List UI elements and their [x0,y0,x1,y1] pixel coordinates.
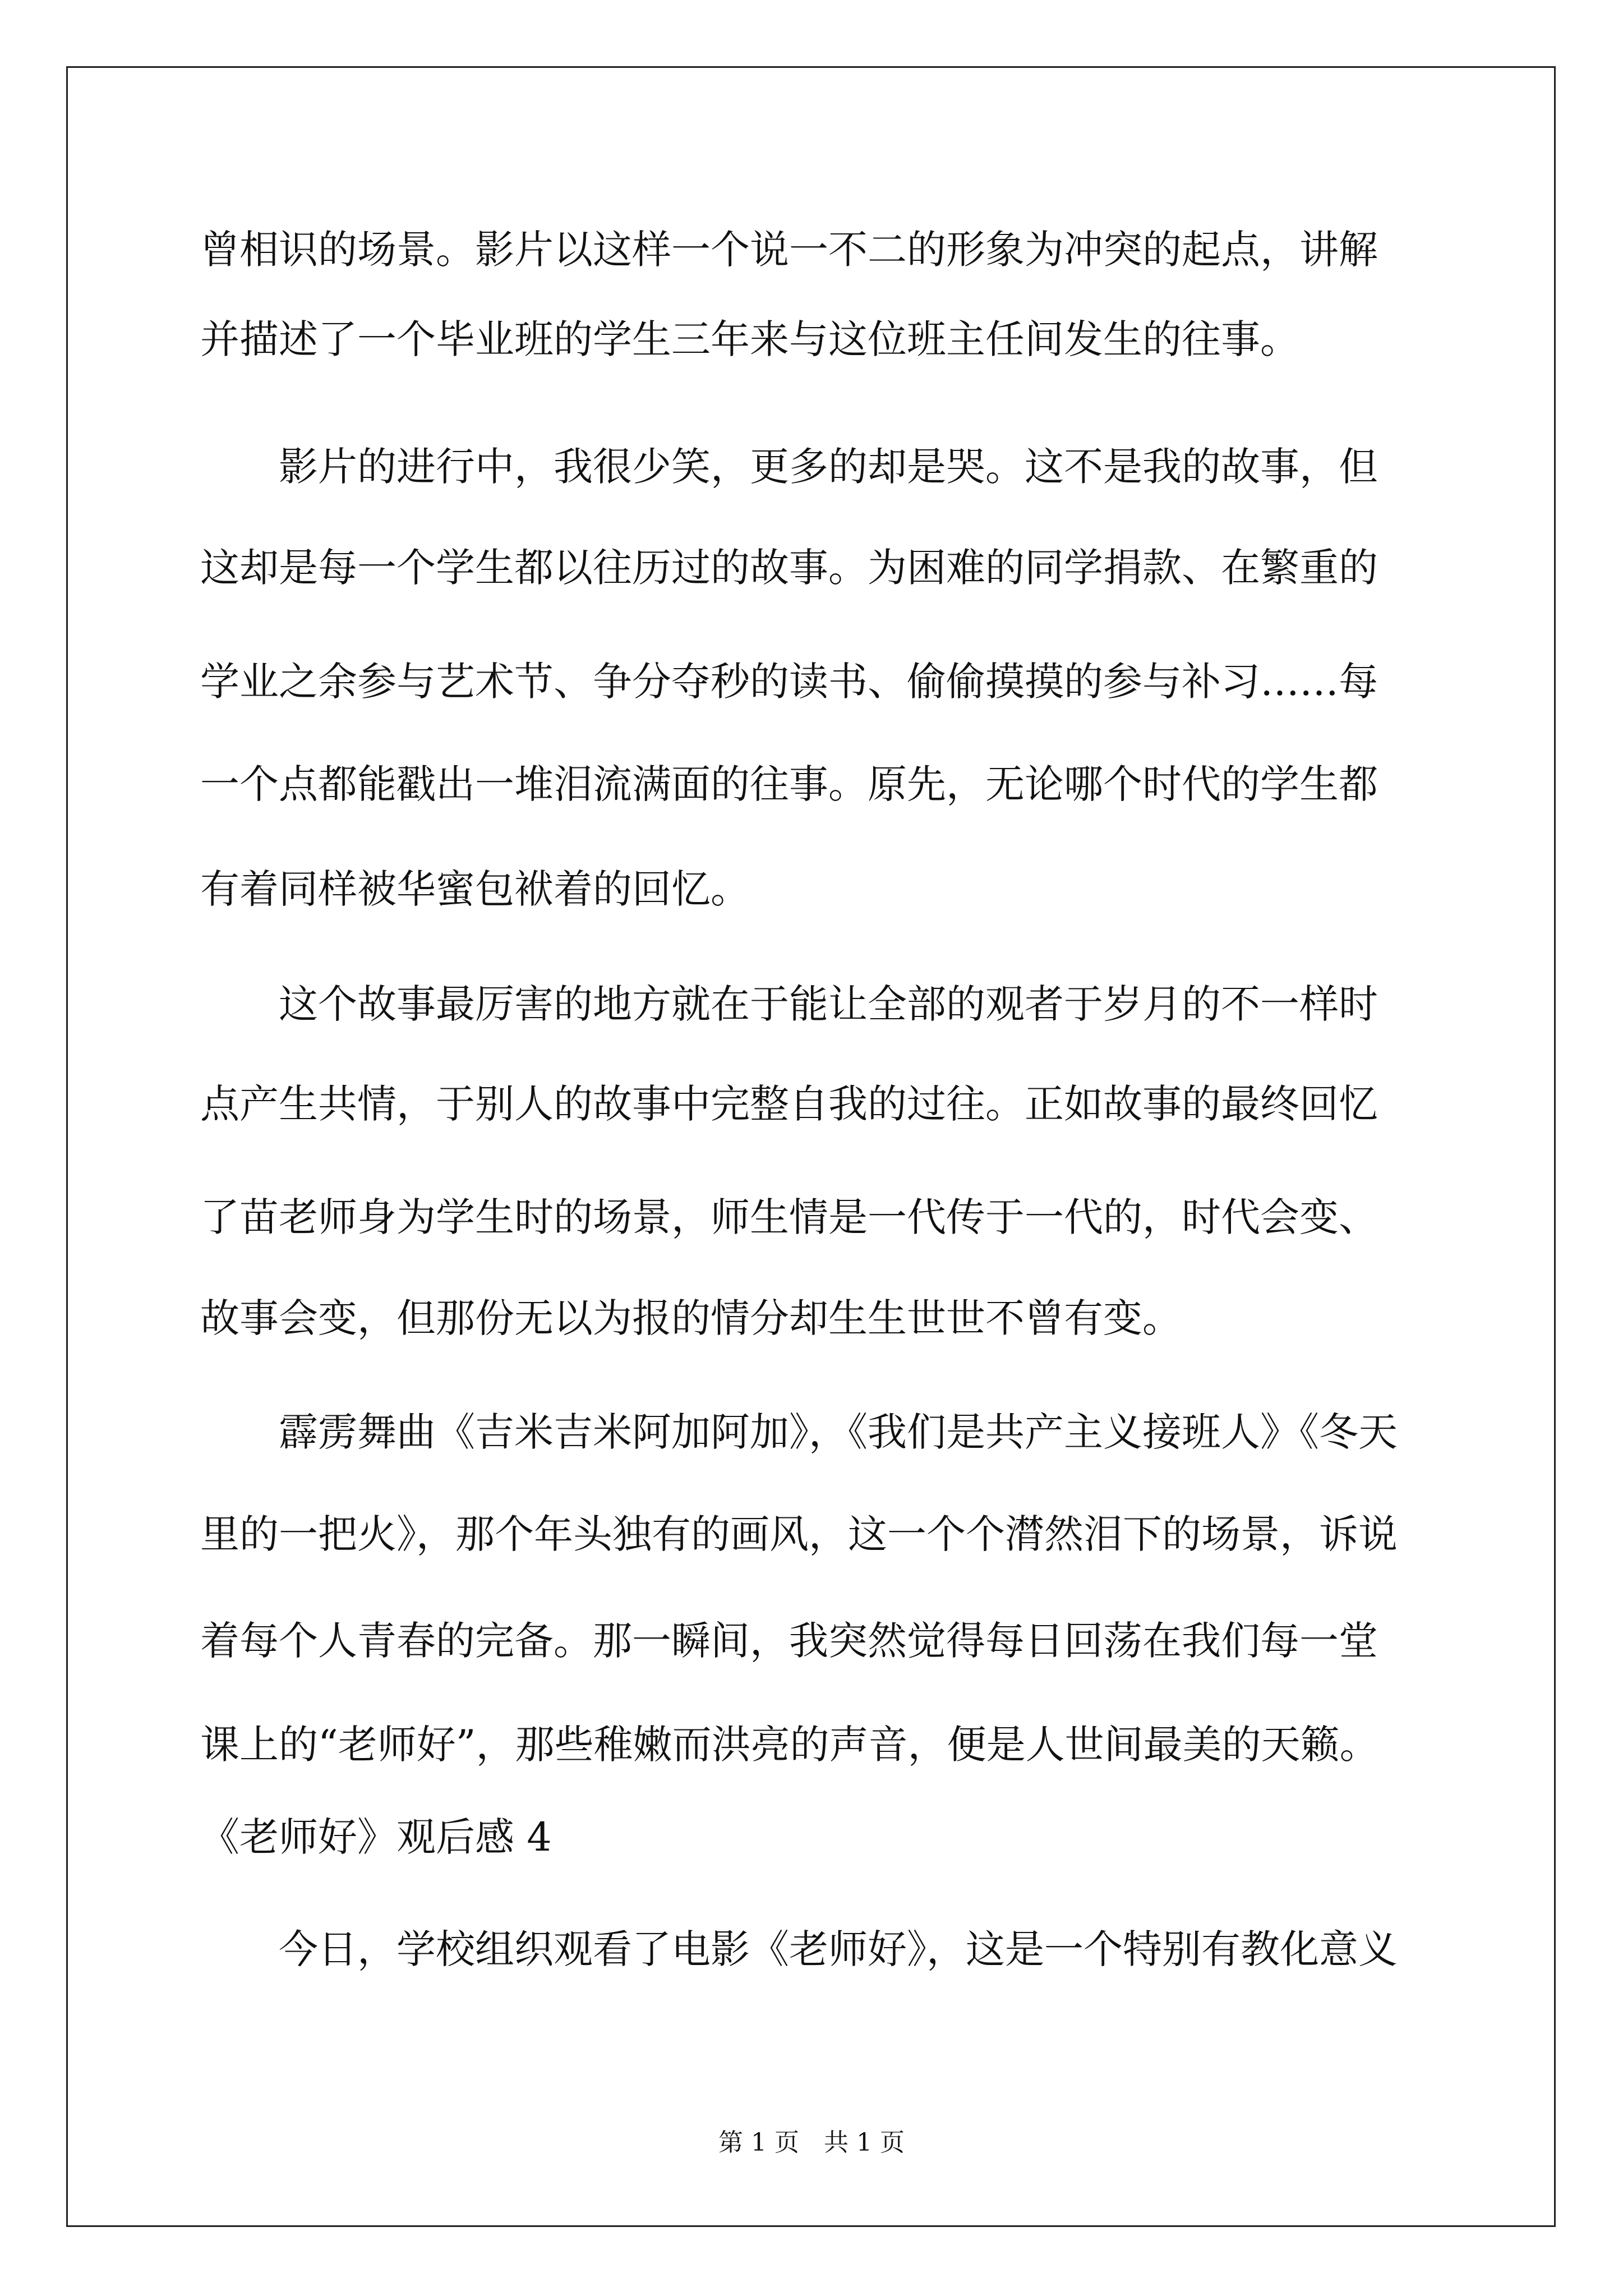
body-line-5: 学业之余参与艺术节、争分夺秒的读书、偷偷摸摸的参与补习……每 [200,659,1378,705]
page-number-footer: 第 1 页 共 1 页 [718,2128,905,2157]
body-line-11: 故事会变，但那份无以为报的情分却生生世世不曾有变。 [200,1295,1182,1341]
body-line-9: 点产生共情，于别人的故事中完整自我的过往。正如故事的最终回忆 [200,1081,1378,1127]
body-line-14: 着每个人青春的完备。那一瞬间，我突然觉得每日回荡在我们每一堂 [200,1618,1378,1664]
body-line-15: 课上的“老师好”，那些稚嫩而洪亮的声音，便是人世间最美的天籁。 [200,1722,1379,1768]
page-border [66,66,1556,2227]
section-heading: 《老师好》观后感 4 [200,1814,552,1860]
body-line-8: 这个故事最厉害的地方就在于能让全部的观者于岁月的不一样时 [279,981,1378,1027]
body-line-6: 一个点都能戳出一堆泪流满面的往事。原先，无论哪个时代的学生都 [200,761,1378,807]
body-line-4: 这却是每一个学生都以往历过的故事。为困难的同学捐款、在繁重的 [200,545,1378,591]
body-line-7: 有着同样被华蜜包袱着的回忆。 [200,866,750,912]
body-line-3: 影片的进行中，我很少笑，更多的却是哭。这不是我的故事，但 [279,444,1378,490]
body-line-1: 曾相识的场景。影片以这样一个说一不二的形象为冲突的起点，讲解 [200,227,1378,273]
body-line-13: 里的一把火》，那个年头独有的画风，这一个个潸然泪下的场景，诉说 [200,1511,1398,1557]
body-line-10: 了苗老师身为学生时的场景，师生情是一代传于一代的，时代会变、 [200,1194,1378,1240]
body-line-16: 今日，学校组织观看了电影《老师好》，这是一个特别有教化意义 [279,1926,1398,1972]
body-line-2: 并描述了一个毕业班的学生三年来与这位班主任间发生的往事。 [200,316,1299,362]
body-line-12: 霹雳舞曲《吉米吉米阿加阿加》，《我们是共产主义接班人》《冬天 [279,1409,1398,1455]
